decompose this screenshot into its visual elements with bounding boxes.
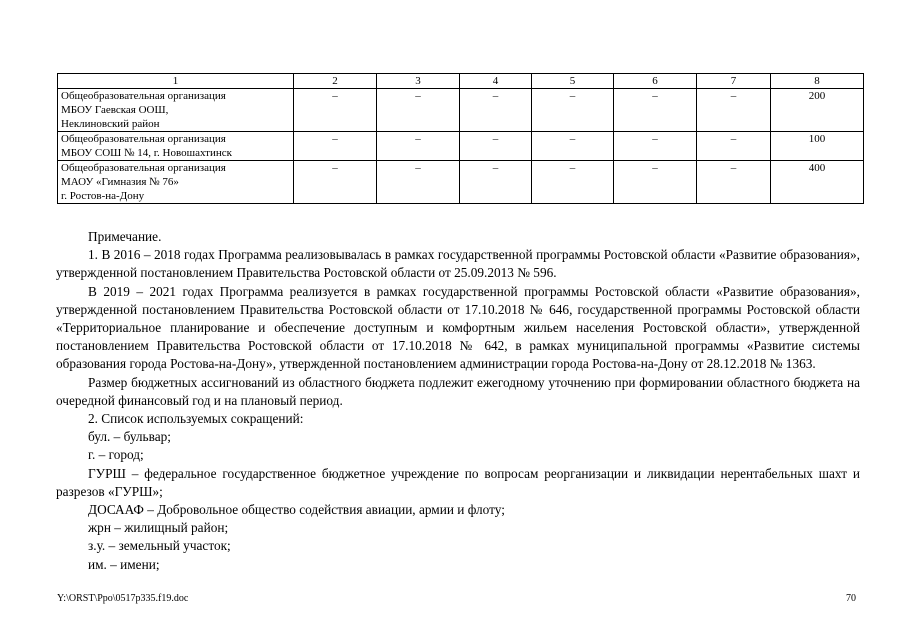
value-cell: –: [294, 161, 377, 204]
column-header: 7: [697, 74, 771, 89]
abbreviation-item: бул. – бульвар;: [88, 429, 171, 445]
organization-line: Общеобразовательная организация: [61, 90, 226, 102]
abbreviation-item: им. – имени;: [88, 556, 160, 572]
abbreviation-item: г. – город;: [88, 447, 144, 463]
data-table: [57, 73, 864, 204]
value-cell: –: [377, 161, 460, 204]
organization-line: Неклиновский район: [61, 118, 160, 130]
value-cell: –: [377, 132, 460, 161]
note-heading: Примечание.: [88, 229, 162, 244]
value-cell: –: [614, 132, 697, 161]
page-number: 70: [846, 593, 856, 604]
column-header: 8: [771, 74, 864, 89]
value-cell: –: [294, 89, 377, 132]
organization-line: г. Ростов-на-Дону: [61, 190, 145, 202]
value-cell: 400: [771, 161, 864, 204]
value-cell: –: [532, 132, 614, 161]
value-cell: –: [697, 161, 771, 204]
abbreviation-item: з.у. – земельный участок;: [88, 538, 231, 554]
organization-line: МБОУ Гаевская ООШ,: [61, 104, 169, 116]
abbreviation-item: жрн – жилищный район;: [88, 520, 229, 536]
abbreviation-item: ГУРШ – федеральное государственное бюджетное учреждение по вопросам реорганизации и ликвидации нерентабельных шахт и разрезов «ГУРШ»;: [56, 465, 860, 499]
value-cell: –: [460, 161, 532, 204]
column-header: 4: [460, 74, 532, 89]
abbreviation-item: ДОСААФ – Добровольное общество содействия авиации, армии и флоту;: [88, 502, 505, 518]
organization-line: МАОУ «Гимназия № 76»: [61, 176, 179, 188]
column-header: 5: [532, 74, 614, 89]
organization-line: МБОУ СОШ № 14, г. Новошахтинск: [61, 147, 232, 159]
value-cell: –: [532, 161, 614, 204]
value-cell: –: [697, 89, 771, 132]
value-cell: –: [460, 132, 532, 161]
value-cell: –: [614, 89, 697, 132]
table-row: [58, 132, 864, 161]
note-paragraph: 1. В 2016 – 2018 годах Программа реализовывалась в рамках государственной программы Ростовской области «Развитие образования», утвержденной постановлением Правительства Ростовской области от 25.09.2013 № 596.: [56, 247, 860, 281]
footer-file-path: Y:\ORST\Ppo\0517p335.f19.doc: [57, 593, 189, 604]
organization-cell: [58, 161, 294, 204]
value-cell: 100: [771, 132, 864, 161]
note-paragraph: В 2019 – 2021 годах Программа реализуется в рамках государственной программы Ростовской области «Развитие образования», утвержденной постановлением Правительства Ростовской области от 17.10.2018 № 646, государственной программы Ростовской области «Территориальное планирование и обеспечение доступным и комфортным жильем населения Ростовской области», утвержденной постановлением Правительства Ростовской области от 17.10.2018 № 642, в рамках муниципальной программы «Развитие системы образования города Ростова-на-Дону», утвержденной постановлением администрации города Ростова-на-Дону от 28.12.2018 № 1363.: [56, 283, 860, 372]
value-cell: 200: [771, 89, 864, 132]
value-cell: –: [614, 161, 697, 204]
value-cell: –: [532, 89, 614, 132]
column-header: 3: [377, 74, 460, 89]
organization-cell: [58, 89, 294, 132]
organization-line: Общеобразовательная организация: [61, 133, 226, 145]
table-row: [58, 89, 864, 132]
note-paragraph: Размер бюджетных ассигнований из областного бюджета подлежит ежегодному уточнению при формировании областного бюджета на очередной финансовый год и на плановый период.: [56, 374, 860, 408]
table-header-row: [58, 74, 864, 89]
value-cell: –: [460, 89, 532, 132]
value-cell: –: [697, 132, 771, 161]
column-header: 6: [614, 74, 697, 89]
note-section: [56, 228, 860, 574]
column-header: 2: [294, 74, 377, 89]
table-row: [58, 161, 864, 204]
column-header: 1: [58, 74, 294, 89]
organization-cell: [58, 132, 294, 161]
abbreviations-heading: 2. Список используемых сокращений:: [88, 411, 304, 427]
value-cell: –: [294, 132, 377, 161]
organization-line: Общеобразовательная организация: [61, 162, 226, 174]
value-cell: –: [377, 89, 460, 132]
